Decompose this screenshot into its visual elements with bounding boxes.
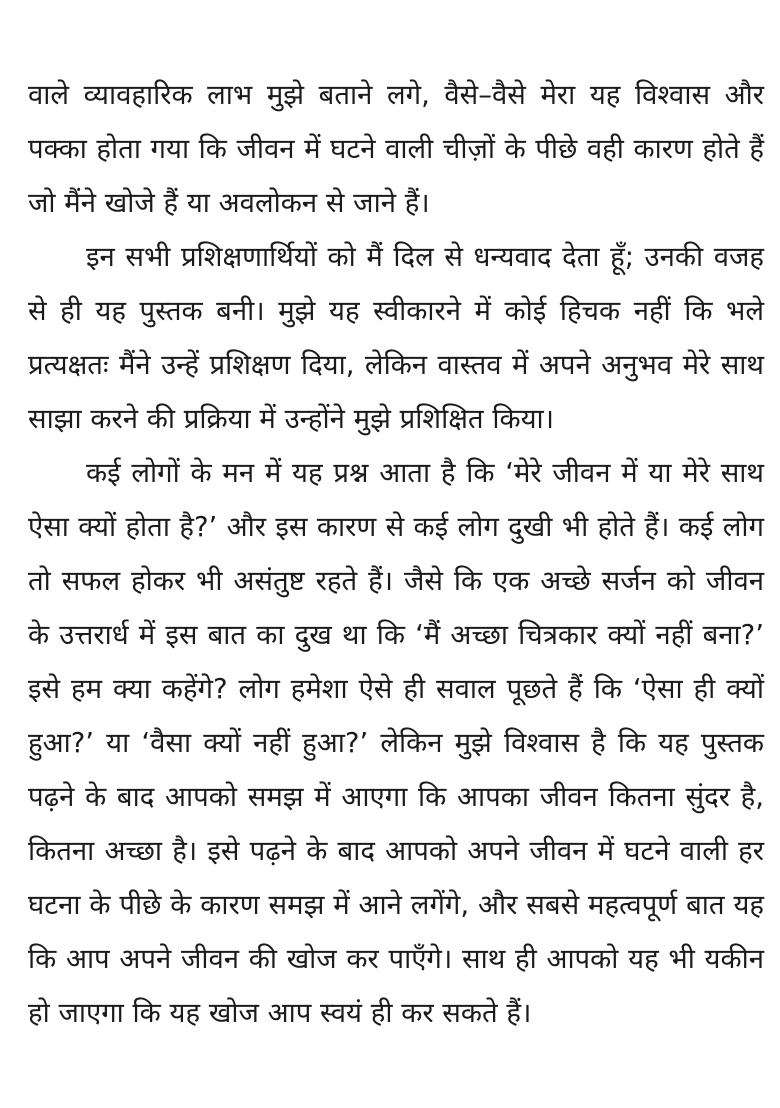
paragraph-thanks: इन सभी प्रशिक्षणार्थियों को मैं दिल से धन्यवाद देता हूँ; उनकी वजह से ही यह पुस्तक बनी। मुझे यह स्वीकारने में कोई हिचक नहीं कि भले प्रत्यक्षतः मैंने उन्हें प्रशिक्षण दिया, लेकिन वास्तव में अपने अनुभव मेरे साथ साझा करने की प्रक्रिया में उन्होंने मुझे प्रशिक्षित किया। [28, 241, 764, 435]
paragraph-continuation: वाले व्यावहारिक लाभ मुझे बताने लगे, वैसे–वैसे मेरा यह विश्वास और पक्का होता गया कि जीवन में घटने वाली चीज़ों के पीछे वही कारण होते हैं जो मैंने खोजे हैं या अवलोकन से जाने हैं। [28, 79, 764, 219]
document-page [28, 68, 764, 1040]
paragraph-questions: कई लोगों के मन में यह प्रश्न आता है कि ‘मेरे जीवन में या मेरे साथ ऐसा क्यों होता है?’ और इस कारण से कई लोग दुखी भी होते हैं। कई लोग तो सफल होकर भी असंतुष्ट रहते हैं। जैसे कि एक अच्छे सर्जन को जीवन के उत्तरार्ध में इस बात का दुख था कि ‘मैं अच्छा चित्रकार क्यों नहीं बना?’ इसे हम क्या कहेंगे? लोग हमेशा ऐसे ही सवाल पूछते हैं कि ‘ऐसा ही क्यों हुआ?’ या ‘वैसा क्यों नहीं हुआ?’ लेकिन मुझे विश्वास है कि यह पुस्तक पढ़ने के बाद आपको समझ में आएगा कि आपका जीवन कितना सुंदर है, कितना अच्छा है। इसे पढ़ने के बाद आपको अपने जीवन में घटने वाली हर घटना के पीछे के कारण समझ में आने लगेंगे, और सबसे महत्वपूर्ण बात यह कि आप अपने जीवन की खोज कर पाएँगे। साथ ही आपको यह भी यकीन हो जाएगा कि यह खोज आप स्वयं ही कर सकते हैं। [28, 457, 764, 1029]
